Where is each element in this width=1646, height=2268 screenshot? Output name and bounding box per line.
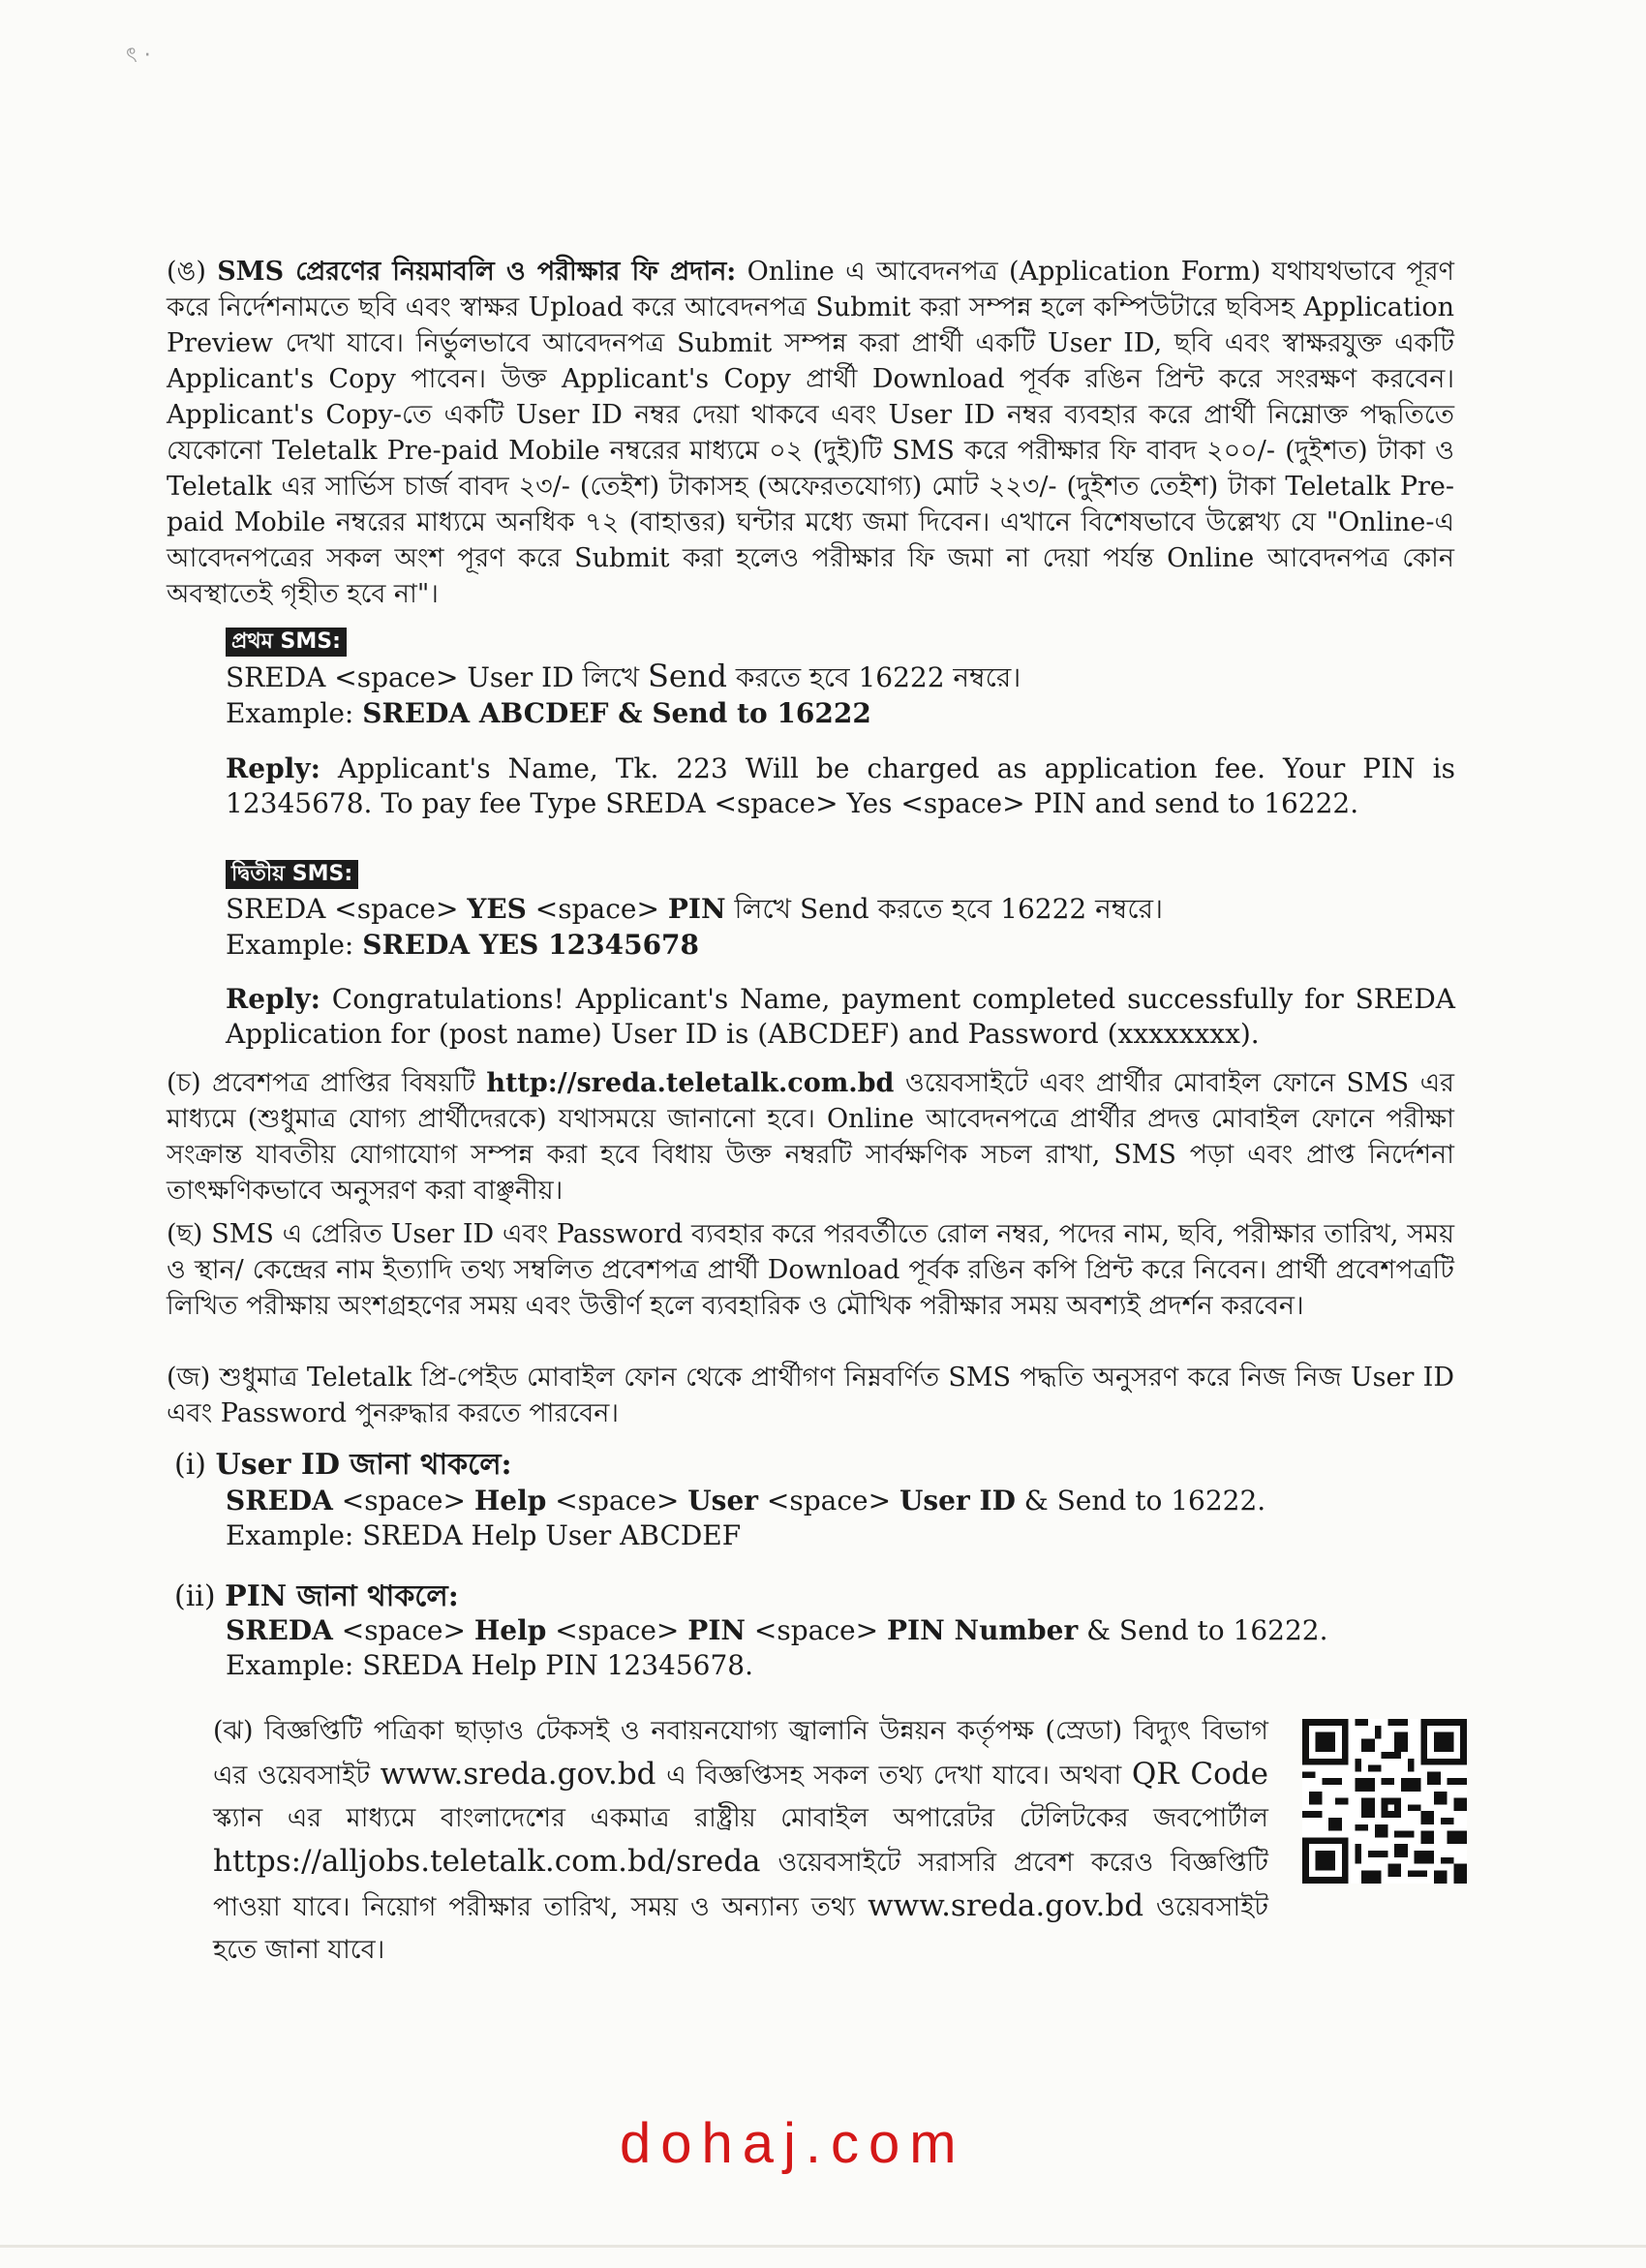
cmd-user: User [687,1485,759,1517]
paragraph-marker: (ঙ) [167,257,206,287]
user-id-recovery-example: Example: SREDA Help User ABCDEF [226,1519,742,1551]
scan-artifact: ৎ · [126,44,151,68]
user-id-recovery-command [226,1484,1265,1518]
cmd-user-id: User ID [899,1485,1016,1517]
first-sms-text-end: করতে হবে 16222 নম্বরে। [726,661,1021,693]
sreda-website-link-2[interactable]: www.sreda.gov.bd [868,1888,1144,1923]
paragraph-marker: (ঝ) [213,1716,254,1746]
cmd-help: Help [473,1614,547,1646]
cmd-space: <space> [746,1614,887,1646]
reply-text: Applicant's Name, Tk. 223 Will be charged as application fee. Your PIN is 12345678. To pay fee Type SREDA <space> Yes <space> PIN and send to 16222. [226,752,1455,819]
sreda-website-link[interactable]: www.sreda.gov.bd [380,1757,656,1792]
pin-recovery-example: Example: SREDA Help PIN 12345678. [226,1649,754,1681]
paragraph-body-cont: স্ক্যান এর মাধ্যমে বাংলাদেশের একমাত্র রাষ্ট্রীয় মোবাইল অপারেটর টেলিটকের জবপোর্টাল [213,1803,1268,1833]
first-sms-label: প্রথম SMS: [226,628,347,657]
paragraph-marker: (জ) [167,1363,211,1393]
heading-text: User ID জানা থাকলে: [215,1448,512,1482]
reply-text: Congratulations! Applicant's Name, payment completed successfully for SREDA Application for (post name) User ID is (ABCDEF) and Password (xxxxxxxx). [226,983,1455,1050]
qr-code-label: QR Code [1131,1757,1268,1792]
paragraph-download-admit [167,1216,1454,1324]
watermark-text: dohaj.com [620,2112,966,2175]
alljobs-link[interactable]: https://alljobs.teletalk.com.bd/sreda [213,1844,761,1879]
first-sms-command: SREDA <space> User ID [226,661,574,693]
paragraph-marker: (চ) [167,1068,201,1098]
second-sms-space: <space> [526,893,668,925]
heading-text: PIN জানা থাকলে: [225,1579,459,1613]
paragraph-admit-card [167,1065,1454,1209]
cmd-send: & Send to 16222. [1015,1485,1266,1517]
second-sms-yes: YES [467,893,527,925]
scan-edge [0,2245,1646,2248]
second-sms-reply [226,982,1455,1052]
paragraph-heading: SMS প্রেরণের নিয়মাবলি ও পরীক্ষার ফি প্রদান: [217,257,737,287]
paragraph-marker: (ছ) [167,1219,203,1249]
first-sms-example: SREDA ABCDEF & Send to 16222 [362,697,871,729]
first-sms-send: Send [648,658,727,694]
paragraph-body-cont: এ বিজ্ঞপ্তিসহ সকল তথ্য দেখা যাবে। অথবা [655,1761,1132,1791]
cmd-pin-number: PIN Number [886,1614,1079,1646]
paragraph-website-info [213,1710,1268,1972]
paragraph-password-recovery [167,1360,1454,1431]
cmd-space: <space> [546,1614,688,1646]
first-sms-instructions [226,659,1455,731]
example-label: Example: [226,697,363,729]
paragraph-body: বিজ্ঞপ্তিটি পত্রিকা ছাড়াও টেকসই ও নবায়নযোগ্য জ্বালানি উন্নয়ন কর্তৃপক্ষ (স্রেডা) বিদ্যুৎ বিভাগ এর ওয়েবসাইট [213,1716,1268,1791]
paragraph-sms-rules [167,254,1454,612]
paragraph-body: শুধুমাত্র Teletalk প্রি-পেইড মোবাইল ফোন থেকে প্রার্থীগণ নিম্নবর্ণিত SMS পদ্ধতি অনুসরণ করে নিজ নিজ User ID এবং Password পুনরুদ্ধার করতে পারবেন। [167,1363,1454,1428]
first-sms-text: লিখে [573,661,648,693]
numeral: (i) [174,1448,216,1482]
second-sms-instructions [226,891,1455,963]
second-sms-label: দ্বিতীয় SMS: [226,860,358,889]
reply-label: Reply: [226,752,320,784]
cmd-space: <space> [758,1485,899,1517]
second-sms-example: SREDA YES 12345678 [362,929,700,961]
cmd-space: <space> [546,1485,688,1517]
cmd-space: <space> [332,1614,474,1646]
cmd-help: Help [473,1485,547,1517]
reply-label: Reply: [226,983,320,1015]
cmd-space: <space> [332,1485,474,1517]
second-sms-command: SREDA <space> [226,893,468,925]
paragraph-body-cont: ওয়েবসাইটে এবং প্রার্থীর মোবাইল ফোনে SMS এর মাধ্যমে (শুধুমাত্র যোগ্য প্রার্থীদেরকে) যথাসময়ে জানানো হবে। Online আবেদনপত্রে প্রার্থীর প্রদত্ত মোবাইল ফোনে পরীক্ষা সংক্রান্ত যাবতীয় যোগাযোগ সম্পন্ন করা হবে বিধায় উক্ত নম্বরটি সার্বক্ষণিক সচল রাখা, SMS পড়া এবং প্রাপ্ত নির্দেশনা তাৎক্ষণিকভাবে অনুসরণ করা বাঞ্ছনীয়। [167,1068,1455,1206]
qr-code-icon[interactable] [1302,1719,1467,1884]
first-sms-reply [226,751,1455,821]
second-sms-text-end: লিখে Send করতে হবে 16222 নম্বরে। [725,893,1163,925]
paragraph-body-cont: ওয়েবসাইটে সরাসরি প্রবেশ করেও বিজ্ঞপ্তিটি পাওয়া যাবে। নিয়োগ পরীক্ষার তারিখ, সময় ও অন্যান্য তথ্য [213,1848,1268,1922]
paragraph-body-end: ওয়েবসাইট হতে জানা যাবে। [213,1892,1268,1965]
pin-recovery-command [226,1613,1328,1648]
cmd-pin: PIN [687,1614,747,1646]
user-id-recovery-heading [174,1447,512,1484]
paragraph-body: Online এ আবেদনপত্র (Application Form) যথাযথভাবে পূরণ করে নির্দেশনামতে ছবি এবং স্বাক্ষর Upload করে আবেদনপত্র Submit করা সম্পন্ন হলে কম্পিউটারে ছবিসহ Application Preview দেখা যাবে। নির্ভুলভাবে আবেদনপত্র Submit সম্পন্ন করা প্রার্থী একটি User ID, ছবি এবং স্বাক্ষরযুক্ত একটি Applicant's Copy পাবেন। উক্ত Applicant's Copy প্রার্থী Download পূর্বক রঙিন প্রিন্ট করে সংরক্ষণ করবেন। Applicant's Copy-তে একটি User ID নম্বর দেয়া থাকবে এবং User ID নম্বর ব্যবহার করে প্রার্থী নিম্নোক্ত পদ্ধতিতে যেকোনো Teletalk Pre-paid Mobile নম্বরের মাধ্যমে ০২ (দুই)টি SMS করে পরীক্ষার ফি বাবদ ২০০/- (দুইশত) টাকা ও Teletalk এর সার্ভিস চার্জ বাবদ ২৩/- (তেইশ) টাকাসহ (অফেরতযোগ্য) মোট ২২৩/- (দুইশত তেইশ) টাকা Teletalk Pre-paid Mobile নম্বরের মাধ্যমে অনধিক ৭২ (বাহাত্তর) ঘন্টার মধ্যে জমা দিবেন। এখানে বিশেষভাবে উল্লেখ্য যে "Online-এ আবেদনপত্রের সকল অংশ পূরণ করে Submit করা হলেও পরীক্ষার ফি জমা না দেয়া পর্যন্ত Online আবেদনপত্র কোন অবস্থাতেই গৃহীত হবে না"। [167,257,1454,609]
example-label: Example: [226,929,363,961]
cmd-sreda: SREDA [226,1485,333,1517]
teletalk-url-link[interactable]: http://sreda.teletalk.com.bd [486,1068,895,1098]
second-sms-pin: PIN [667,893,726,925]
numeral: (ii) [174,1579,226,1613]
paragraph-body: SMS এ প্রেরিত User ID এবং Password ব্যবহার করে পরবর্তীতে রোল নম্বর, পদের নাম, ছবি, পরীক্ষার তারিখ, সময় ও স্থান/ কেন্দ্রের নাম ইত্যাদি তথ্য সম্বলিত প্রবেশপত্র প্রার্থী Download পূর্বক রঙিন কপি প্রিন্ট করে নিবেন। প্রার্থী প্রবেশপত্রটি লিখিত পরীক্ষায় অংশগ্রহণের সময় এবং উত্তীর্ণ হলে ব্যবহারিক ও মৌখিক পরীক্ষার সময় অবশ্যই প্রদর্শন করবেন। [167,1219,1454,1321]
cmd-send: & Send to 16222. [1078,1614,1328,1646]
pin-recovery-heading [174,1578,459,1615]
cmd-sreda: SREDA [226,1614,333,1646]
paragraph-body: প্রবেশপত্র প্রাপ্তির বিষয়টি [212,1068,487,1098]
